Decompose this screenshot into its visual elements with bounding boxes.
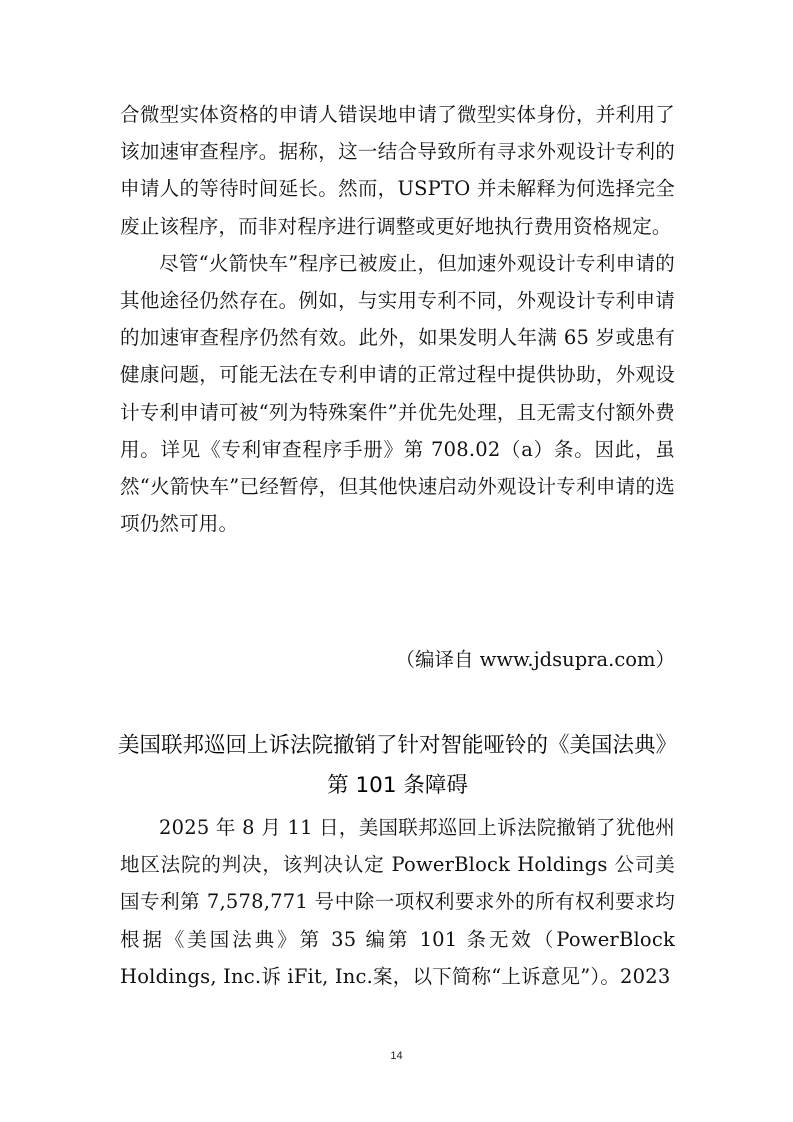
paragraph-continuation: 合微型实体资格的申请人错误地申请了微型实体身份，并利用了该加速审查程序。据称，这一结合导致所有寻求外观设计专利的申请人的等待时间延长。然而，USPTO 并未解释为何选择完全废止该程序，而非对程序进行调整或更好地执行费用资格规定。	[120, 103, 675, 238]
paragraph-rocket-docket: 尽管“火箭快车”程序已被废止，但加速外观设计专利申请的其他途径仍然存在。例如，与实用专利不同，外观设计专利申请的加速审查程序仍然有效。此外，如果发明人年满 65 岁或患有健康问题，可能无法在专利申请的正常过程中提供协助，外观设计专利申请可被“列为特殊案件”并优先处理，且无需支付额外费用。详见《专利审查程序手册》第 708.02（a）条。因此，虽然“火箭快车”已经暂停，但其他快速启动外观设计专利申请的选项仍然可用。	[120, 251, 675, 536]
source-attribution: （编译自 www.jdsupra.com）	[395, 648, 675, 671]
page-number: 14	[390, 1050, 403, 1062]
article-title: 美国联邦巡回上诉法院撤销了针对智能哑铃的《美国法典》第 101 条障碍	[117, 733, 677, 798]
top-text-section	[120, 96, 675, 542]
article-body	[120, 809, 675, 995]
article-paragraph: 2025 年 8 月 11 日，美国联邦巡回上诉法院撤销了犹他州地区法院的判决，该判决认定 PowerBlock Holdings 公司美国专利第 7,578,771 号中除一项权利要求外的所有权利要求均根据《美国法典》第 35 编第 101 条无效（PowerBlock Holdings, Inc.诉 iFit, Inc.案，以下简称“上诉意见”）。2023	[120, 816, 675, 988]
